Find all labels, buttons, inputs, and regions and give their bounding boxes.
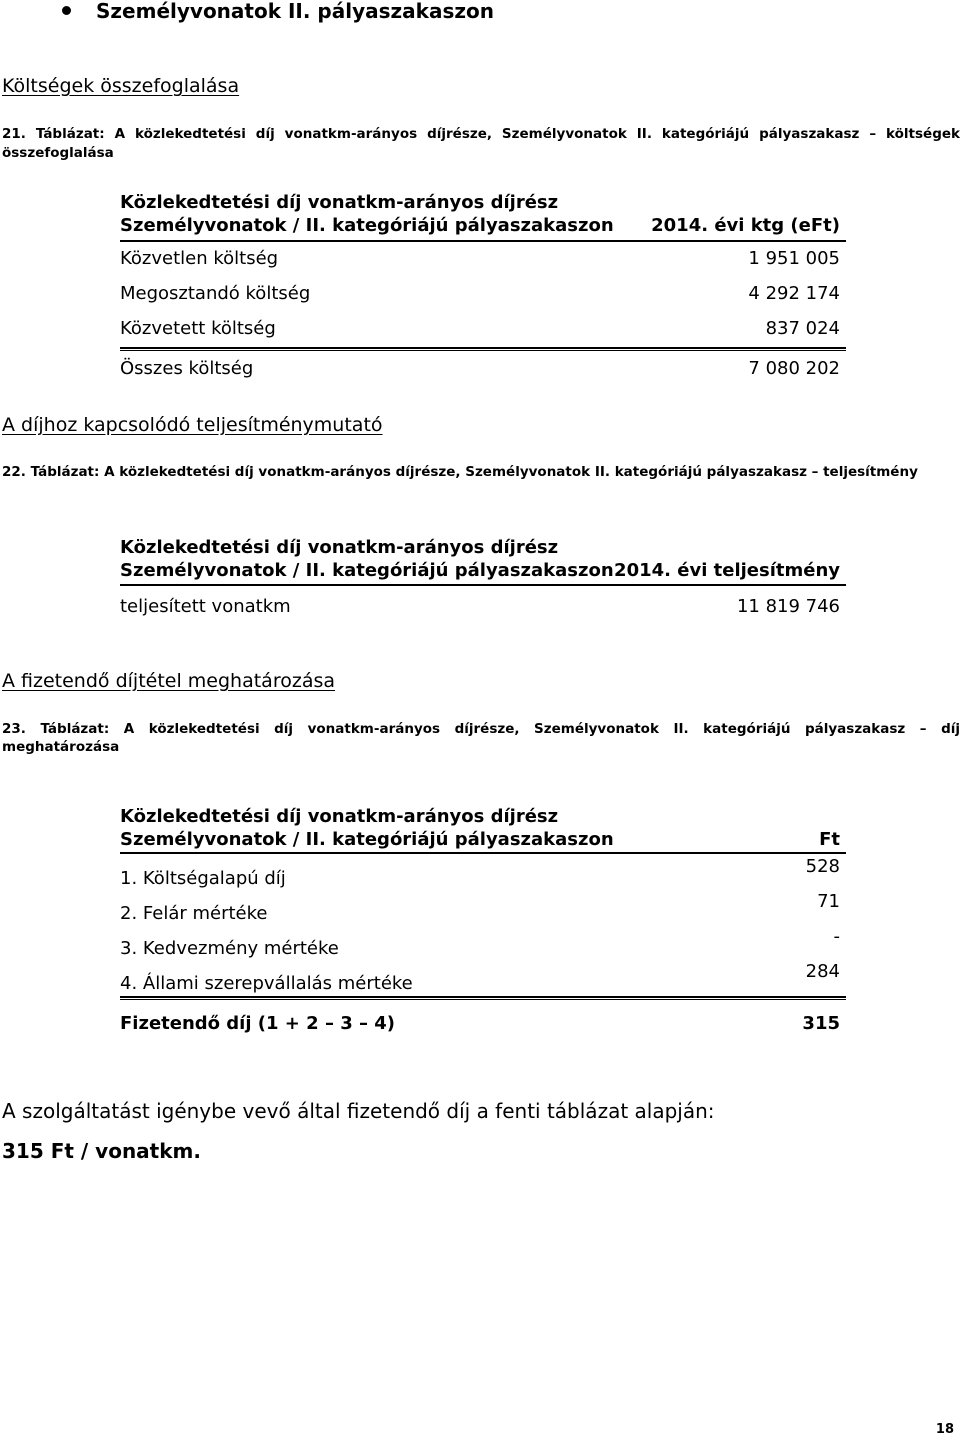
table-head-line: Személyvonatok / II. kategóriájú pályaszakaszon — [120, 215, 614, 236]
table-row-value: 528 — [805, 856, 840, 877]
table-row-value: 1 951 005 — [748, 248, 840, 269]
section-title-performance: A díjhoz kapcsolódó teljesítménymutató — [2, 414, 383, 436]
table-row-label: 3. Kedvezmény mértéke — [120, 938, 339, 959]
table-total-value: 315 — [802, 1013, 840, 1034]
conclusion-result: 315 Ft / vonatkm. — [2, 1139, 201, 1163]
table-total-label: Fizetendő díj (1 + 2 – 3 – 4) — [120, 1013, 396, 1034]
page-heading: Személyvonatok II. pályaszakaszon — [96, 0, 494, 23]
table-row-value: 837 024 — [765, 318, 840, 339]
table-row-value: 4 292 174 — [748, 283, 840, 304]
table-row-value: - — [833, 926, 840, 947]
table-head-line: Személyvonatok / II. kategóriájú pályaszakaszon — [120, 829, 614, 850]
table-head-line: Személyvonatok / II. kategóriájú pályaszakaszon — [120, 560, 614, 581]
table-head-line: Közlekedtetési díj vonatkm-arányos díjrész — [120, 192, 559, 213]
table-total-label: Összes költség — [120, 358, 254, 379]
table-caption-22: 22. Táblázat: A közlekedtetési díj vonatkm-arányos díjrésze, Személyvonatok II. kategóriájú pályaszakasz – teljesítmény — [2, 464, 918, 480]
page-number: 18 — [935, 1422, 954, 1437]
caption-line: 23. Táblázat: A közlekedtetési díj vonatkm-arányos díjrésze, Személyvonatok II. kategóriájú pályaszakasz – díj — [2, 721, 960, 737]
table-row-label: teljesített vonatkm — [120, 596, 291, 617]
table-row-label: Megosztandó költség — [120, 283, 311, 304]
table-row-label: 2. Felár mértéke — [120, 903, 268, 924]
table-head-unit: 2014. évi teljesítmény — [614, 560, 840, 581]
caption-line: 21. Táblázat: A közlekedtetési díj vonatkm-arányos díjrésze, Személyvonatok II. kategóriájú pályaszakasz – költségek — [2, 126, 960, 142]
table-rule — [120, 240, 846, 242]
table-head-unit: 2014. évi ktg (eFt) — [651, 215, 840, 236]
table-row-label: 1. Költségalapú díj — [120, 868, 286, 889]
table-caption-23 — [2, 719, 960, 740]
bullet-icon — [62, 6, 71, 15]
table-head-line: Közlekedtetési díj vonatkm-arányos díjrész — [120, 806, 559, 827]
table-double-rule — [120, 996, 846, 1000]
section-title-costs: Költségek összefoglalása — [2, 75, 240, 97]
table-caption-21 — [2, 124, 960, 145]
table-head-line: Közlekedtetési díj vonatkm-arányos díjrész — [120, 537, 559, 558]
table-head-unit: Ft — [819, 829, 840, 850]
conclusion-text: A szolgáltatást igénybe vevő által fizetendő díj a fenti táblázat alapján: — [2, 1099, 715, 1123]
caption-line: összefoglalása — [2, 145, 114, 161]
table-rule — [120, 584, 846, 586]
table-rule — [120, 852, 846, 854]
table-double-rule — [120, 347, 846, 351]
caption-line: meghatározása — [2, 739, 120, 755]
table-total-value: 7 080 202 — [748, 358, 840, 379]
section-title-fee: A fizetendő díjtétel meghatározása — [2, 670, 336, 692]
table-row-value: 71 — [817, 891, 840, 912]
table-row-label: Közvetlen költség — [120, 248, 279, 269]
table-row-label: Közvetett költség — [120, 318, 276, 339]
table-row-value: 11 819 746 — [736, 596, 840, 617]
table-row-label: 4. Állami szerepvállalás mértéke — [120, 973, 413, 994]
table-row-value: 284 — [805, 961, 840, 982]
